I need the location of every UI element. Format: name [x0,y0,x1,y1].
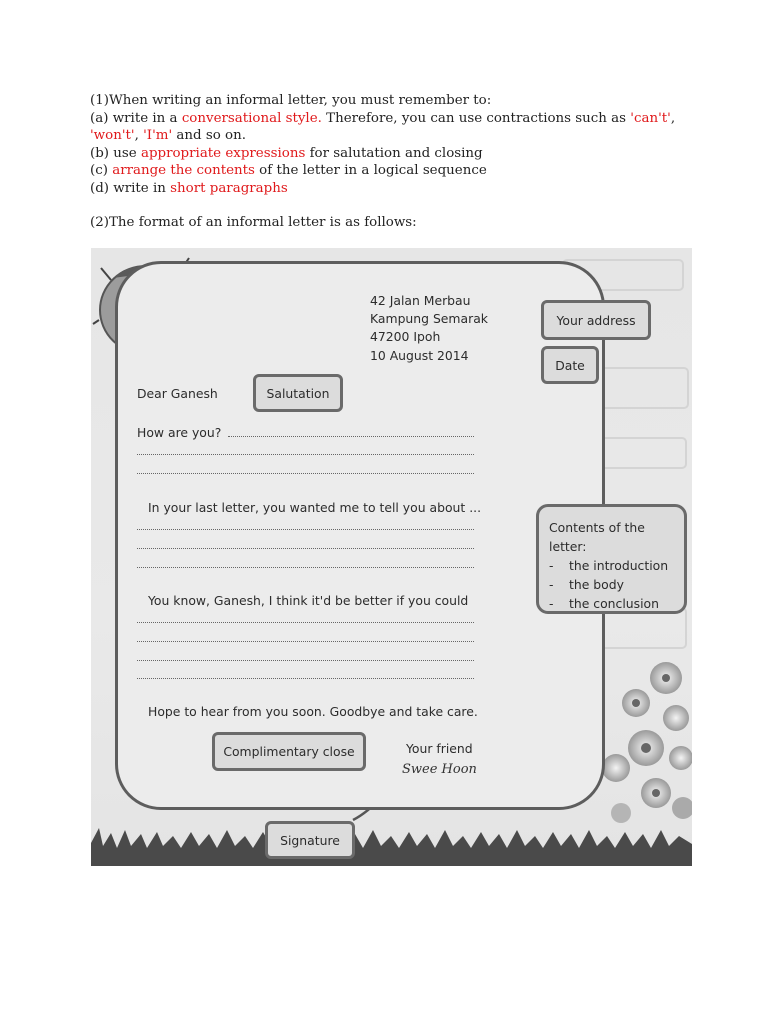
dotted-line [137,660,474,661]
highlight-wont: 'won't' [90,128,135,143]
label-complimentary-close: Complimentary close [212,732,366,771]
grass-decoration [91,828,692,866]
letter-opening: How are you? [137,425,222,440]
text: , [134,128,144,143]
letter-closing-paragraph: Hope to hear from you soon. Goodbye and take care. [148,704,478,719]
instruction-a-cont [90,127,730,145]
highlight-short-paragraphs: short paragraphs [170,180,288,196]
label-date: Date [541,346,599,384]
letter-date: 10 August 2014 [370,348,469,363]
contents-title-line-2: letter: [549,539,587,554]
format-heading: (2)The format of an informal letter is as follows: [90,215,417,230]
address-line-2: Kampung Semarak [370,311,488,326]
highlight-appropriate-expressions: appropriate expressions [140,145,306,161]
text: (c) [90,163,113,178]
letter-signature: Swee Hoon [402,762,477,777]
informal-letter-figure [91,248,692,866]
text: Therefore, you can use contractions such as [321,110,631,126]
highlight-arrange-contents: arrange the contents [112,163,255,178]
instruction-b [90,145,730,163]
label-salutation: Salutation [253,374,343,412]
highlight-cant: 'can't' [630,110,671,126]
letter-salutation: Dear Ganesh [137,386,218,401]
address-line-1: 42 Jalan Merbau [370,293,471,308]
instructions [90,92,730,197]
dotted-line [137,548,474,549]
letter-complimentary-close: Your friend [406,741,473,756]
dotted-line [137,454,474,455]
instruction-intro: (1)When writing an informal letter, you must remember to: [90,93,492,108]
label-signature: Signature [265,821,355,859]
address-line-3: 47200 Ipoh [370,329,441,344]
contents-item-conclusion: - the conclusion [549,594,684,613]
dotted-line [137,567,474,568]
text: of the letter in a logical sequence [254,163,487,178]
dotted-line [137,529,474,530]
text: and so on. [172,128,246,143]
text: (a) write in a [90,110,182,126]
letter-paragraph-2: You know, Ganesh, I think it'd be better if you could [148,593,469,608]
text: (b) use [90,145,141,161]
text: (d) write in [90,180,171,196]
contents-list [549,556,684,613]
dotted-line [137,678,474,679]
flowers-decoration [602,662,692,823]
contents-title-line-1: Contents of the [549,520,645,535]
contents-item-body: - the body [549,575,684,594]
label-contents [536,504,687,614]
text: for salutation and closing [305,145,483,161]
dotted-line [137,473,474,474]
label-your-address: Your address [541,300,651,340]
text: , [670,110,676,126]
instruction-c [90,162,730,180]
instruction-d [90,180,730,198]
dotted-line [137,641,474,642]
contents-item-introduction: - the introduction [549,556,684,575]
letter-frame [115,261,605,810]
instruction-a [90,110,730,128]
letter-paragraph-1: In your last letter, you wanted me to tell you about ... [148,500,482,515]
dotted-line [137,622,474,623]
highlight-conversational-style: conversational style. [181,110,322,126]
highlight-im: 'I'm' [143,128,173,143]
dotted-line [228,436,474,437]
